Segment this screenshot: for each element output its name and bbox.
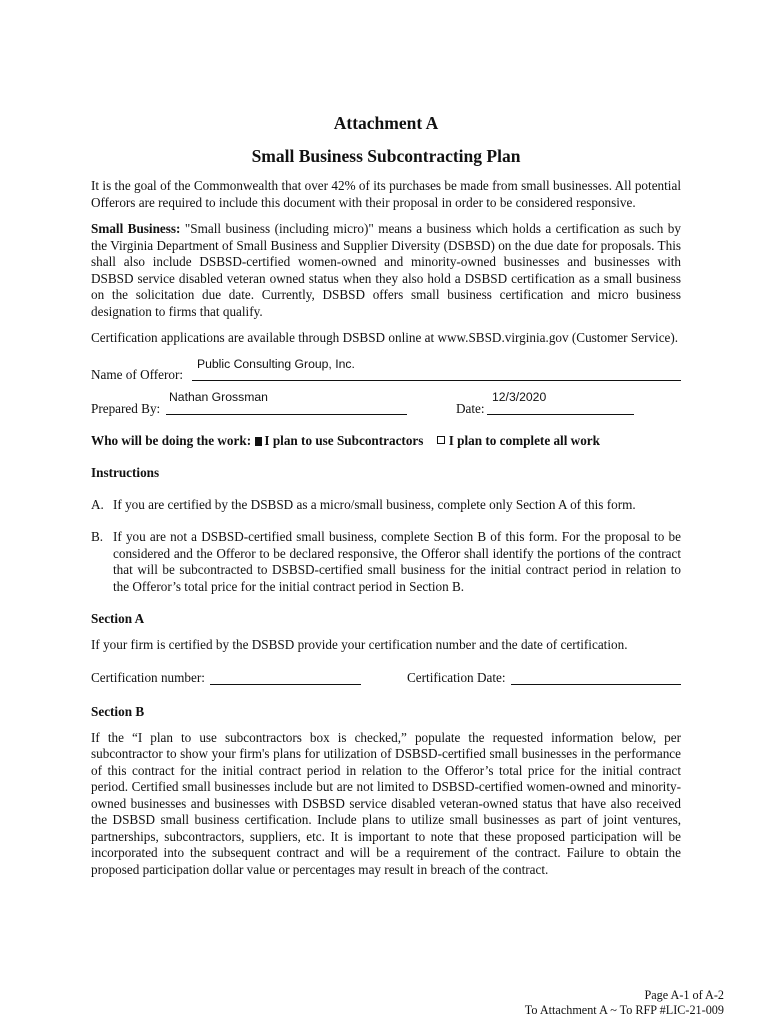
date-label: Date:: [456, 400, 485, 416]
subcontractors-option-label: I plan to use Subcontractors: [264, 432, 424, 448]
instruction-marker: B.: [91, 529, 104, 544]
small-business-text: "Small business (including micro)" means a business which holds a certification as such by the Virginia Department of Small Business and Supplier Diversity (DSBSD) on the due date for proposals. This shall also include DSBSD-certified women-owned and minority-owned businesses and businesses with DSBSD service disabled veteran owned status when they also hold a DSBSD certification as a small business on the solicitation due date. Currently, DSBSD offers small business certification and micro business designation to firms that qualify.: [91, 221, 681, 319]
prepared-value: Nathan Grossman: [169, 389, 268, 404]
date-value: 12/3/2020: [492, 389, 547, 404]
page-number: Page A-1 of A-2: [644, 988, 724, 1002]
instruction-text: If you are certified by the DSBSD as a micro/small business, complete only Section A of this form.: [113, 496, 636, 512]
cert-date-label: Certification Date:: [407, 669, 506, 685]
cert-number-field[interactable]: [210, 684, 361, 685]
instructions-heading: Instructions: [91, 464, 160, 480]
certification-paragraph: Certification applications are available through DSBSD online at www.SBSD.virginia.gov (Customer Service).: [91, 330, 679, 345]
work-question: [91, 433, 681, 449]
work-question-label: Who will be doing the work:: [91, 432, 252, 448]
section-a-heading: Section A: [91, 611, 145, 626]
instruction-item: [91, 529, 681, 595]
page-title: Attachment A: [333, 113, 439, 133]
instruction-item: [91, 497, 681, 514]
intro-paragraph: It is the goal of the Commonwealth that over 42% of its purchases be made from small businesses. All potential Offerors are required to include this document with their proposal in order to be considered responsive.: [91, 178, 681, 210]
self-perform-option-label: I plan to complete all work: [448, 432, 600, 448]
cert-date-field[interactable]: [511, 684, 681, 685]
rfp-reference: To Attachment A ~ To RFP #LIC-21-009: [524, 1003, 724, 1017]
document-body: [91, 112, 681, 878]
certification-row: [91, 670, 681, 688]
offeror-label: Name of Offeror:: [91, 366, 184, 382]
small-business-paragraph: [91, 221, 681, 320]
section-b-heading: Section B: [91, 703, 145, 719]
offeror-row: [91, 347, 681, 383]
page-footer: [525, 988, 724, 1018]
small-business-label: Small Business:: [91, 221, 181, 236]
instruction-marker: A.: [91, 496, 104, 512]
prepared-row: [91, 383, 681, 417]
page-subtitle: Small Business Subcontracting Plan: [251, 146, 521, 166]
offeror-value: Public Consulting Group, Inc.: [197, 356, 355, 371]
cert-number-label: Certification number:: [91, 669, 205, 685]
section-b-text: If the “I plan to use subcontractors box is checked,” populate the requested information below, per subcontractor to show your firm's plans for utilization of DSBSD-certified small businesses in the performance of this contract for the initial contract period in relation to the Offeror’s total price for the initial contract period. Certified small businesses include but are not limited to DSBSD-certified women-owned and minority-owned businesses and businesses with DSBSD service disabled veteran-owned status that have also received the DSBSD small business certification. Include plans to utilize small businesses as part of joint ventures, partnerships, subcontractors, suppliers, etc. It is important to note that these proposed participation will be incorporated into the subsequent contract and will be a requirement of the contract. Failure to obtain the proposed participation dollar value or percentages may result in breach of the contract.: [91, 729, 681, 877]
section-a-text: If your firm is certified by the DSBSD provide your certification number and the date of certification.: [91, 637, 628, 652]
subcontractors-checkbox[interactable]: [255, 437, 262, 446]
prepared-label: Prepared By:: [91, 400, 161, 416]
self-perform-checkbox[interactable]: [437, 436, 445, 444]
instruction-text: If you are not a DSBSD-certified small business, complete Section B of this form. For the proposal to be considered and the Offeror to be declared responsive, the Offeror shall identify the portions of the contract that will be subcontracted to DSBSD-certified small business for the initial contract period in relation to the Offeror’s total price for the initial contract period in Section B.: [113, 529, 681, 594]
